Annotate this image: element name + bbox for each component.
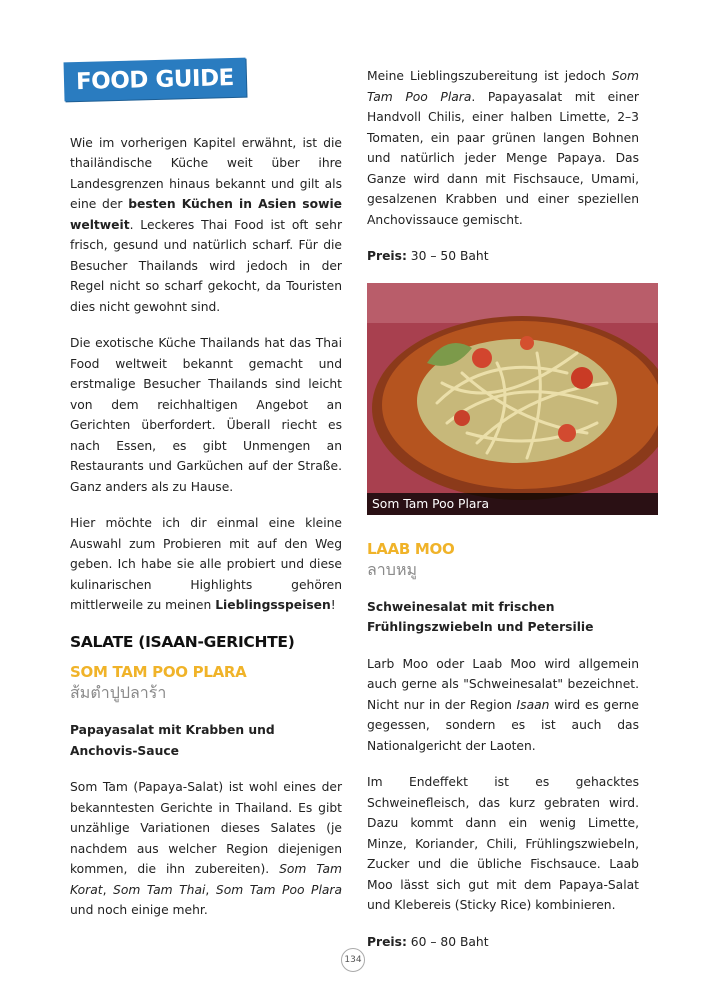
paragraph-laab-moo-prep: Im Endeffekt ist es gehacktes Schweinefleisch, das kurz gebraten wird. Dazu kommt dann ein wenig Limette, Minze, Koriander, Chili, Frühlingszwiebeln, Zucker und die übliche Fischsauce. Laab Moo lässt sich gut mit dem Papaya-Salat und Klebereis (Sticky Rice) kombinieren.	[367, 775, 639, 912]
page-number: 134	[341, 948, 365, 972]
price-laab-moo: Preis: 60 – 80 Baht	[367, 934, 489, 949]
food-guide-banner: FOOD GUIDE	[64, 58, 247, 101]
dish-subtitle-som-tam: Papayasalat mit Krabben und Anchovis-Sauce	[70, 723, 275, 758]
dish-thai-name-som-tam: ส้มตำปูปลาร้า	[70, 683, 167, 702]
left-column	[70, 60, 342, 937]
right-column	[367, 66, 639, 968]
intro-paragraph: Wie im vorherigen Kapitel erwähnt, ist die thailändische Küche weit über ihre Landesgrenzen hinaus bekannt und gilt als eine der besten Küchen in Asien sowie weltweit. Leckeres Thai Food ist oft sehr frisch, gesund und natürlich scharf. Für die Besucher Thailands wird jedoch in der Regel nicht so scharf gekocht, da Touristen dies nicht gewohnt sind.	[70, 135, 342, 314]
paragraph-laab-moo: Larb Moo oder Laab Moo wird allgemein auch gerne als "Schweinesalat" bezeichnet. Nicht nur in der Region Isaan wird es gerne gegessen, sondern es ist auch das Nationalgericht der Laoten.	[367, 656, 639, 753]
photo-caption: Som Tam Poo Plara	[367, 493, 658, 515]
paragraph-selection: Hier möchte ich dir einmal eine kleine Auswahl zum Probieren mit auf den Weg geben. Ich habe sie alle probiert und diese kulinarischen Highlights gehören mittlerweile zu meinen Lieblingsspeisen!	[70, 516, 342, 612]
section-title: SALATE (ISAAN-GERICHTE)	[70, 632, 295, 651]
som-tam-photo	[367, 283, 658, 515]
paragraph-exotic-cuisine: Die exotische Küche Thailands hat das Thai Food weltweit bekannt gemacht und erstmalige Besucher Thailands sind leicht von dem reichhaltigen Angebot an Gerichten überfordert. Überall riecht es nach Essen, es gibt Unmengen an Restaurants und Garküchen auf der Straße. Ganz anders als zu Hause.	[70, 336, 342, 494]
dish-subtitle-laab-moo: Schweinesalat mit frischen Frühlingszwiebeln und Petersilie	[367, 599, 594, 634]
price-som-tam: Preis: 30 – 50 Baht	[367, 249, 489, 263]
paragraph-favorite: Meine Lieblingszubereitung ist jedoch Som Tam Poo Plara. Papayasalat mit einer Handvoll Chilis, einer halben Limette, 2–3 Tomaten, ein paar grünen langen Bohnen und natürlich jeder Menge Papaya. Das Ganze wird dann mit Fischsauce, Umami, gesalzenen Krabben und einer speziellen Anchovissauce gemischt.	[367, 69, 639, 227]
salad-plate-illustration	[367, 283, 658, 515]
dish-title-som-tam: SOM TAM POO PLARA	[70, 663, 247, 681]
dish-thai-name-laab-moo: ลาบหมู	[367, 559, 418, 579]
paragraph-som-tam: Som Tam (Papaya-Salat) ist wohl eines der bekanntesten Gerichte in Thailand. Es gibt unzählige Variationen dieses Salates (je nachdem aus welcher Region diejenigen kommen, die ihn zubereiten). Som Tam Korat, Som Tam Thai, Som Tam Poo Plara und noch einige mehr.	[70, 780, 342, 917]
dish-title-laab-moo: LAAB MOO	[367, 539, 455, 558]
